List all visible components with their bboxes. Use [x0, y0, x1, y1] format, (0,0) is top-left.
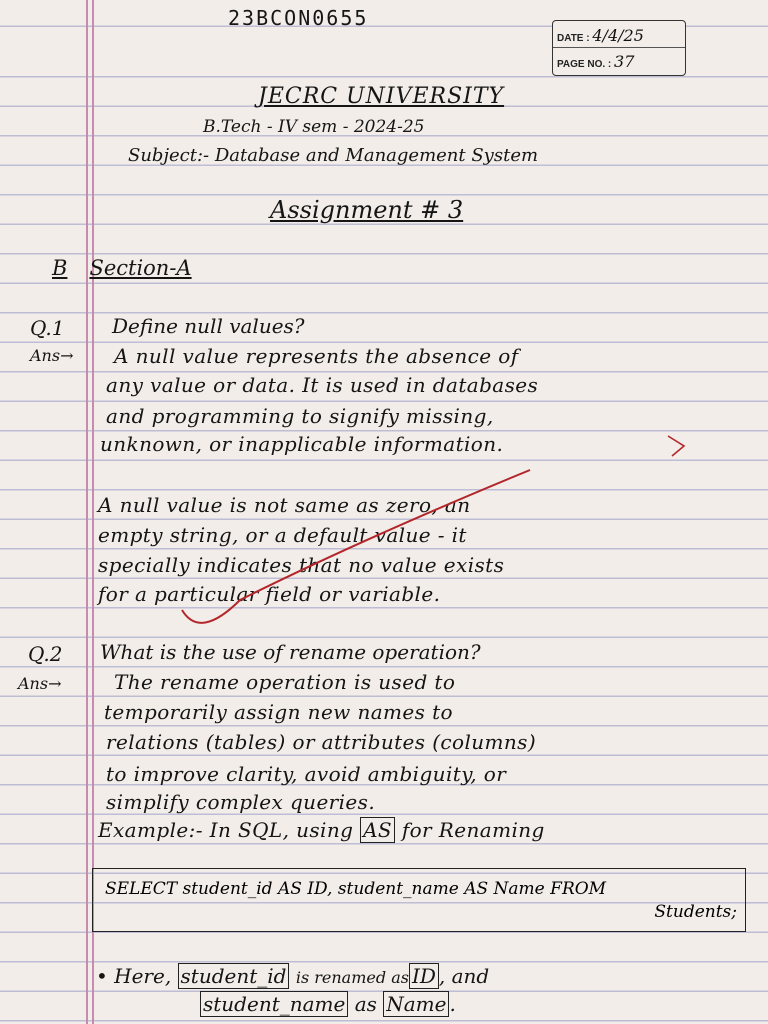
q2-answer-line: to improve clarity, avoid ambiguity, or — [106, 762, 507, 786]
note-as: as — [354, 992, 377, 1016]
q1-answer-marker: Ans→ — [30, 346, 74, 365]
q1-number: Q.1 — [30, 316, 65, 340]
q2-answer-line: relations (tables) or attributes (columns) — [106, 730, 537, 754]
field-box: student_id — [178, 963, 290, 989]
page-value: 37 — [614, 52, 635, 71]
q2-answer-marker: Ans→ — [18, 674, 62, 693]
note-here: Here, — [114, 964, 172, 988]
example-suffix: for Renaming — [401, 818, 545, 842]
as-keyword-box: AS — [360, 817, 395, 843]
q2-question: What is the use of rename operation? — [100, 640, 481, 664]
q1-question: Define null values? — [112, 314, 305, 338]
university-title: JECRC UNIVERSITY — [258, 84, 505, 109]
rename-note-cont — [200, 992, 456, 1016]
q1-para2-line: A null value is not same as zero, an — [98, 493, 471, 517]
q2-number: Q.2 — [28, 642, 63, 666]
date-label: DATE : — [557, 33, 590, 44]
q1-para2-line: specially indicates that no value exists — [98, 553, 505, 577]
section-marker: B — [52, 256, 68, 280]
q1-para1-line: any value or data. It is used in databases — [106, 373, 539, 397]
alias-box: ID — [409, 963, 439, 989]
course-line: B.Tech - IV sem - 2024-25 — [203, 117, 425, 137]
q2-answer-line: temporarily assign new names to — [104, 700, 453, 724]
sql-line: Students; — [654, 902, 737, 922]
q1-para1-line: A null value represents the absence of — [114, 344, 519, 368]
sql-code-box — [92, 868, 746, 932]
q2-example-line — [98, 818, 545, 842]
section-label: Section-A — [89, 256, 192, 280]
roll-number: 23BCON0655 — [228, 6, 369, 30]
date-value: 4/4/25 — [592, 26, 644, 45]
q1-para2-line: for a particular field or variable. — [98, 582, 441, 606]
page-label: PAGE NO. : — [557, 59, 612, 70]
q2-answer-line: The rename operation is used to — [114, 670, 456, 694]
field-box: student_name — [200, 991, 348, 1017]
note-end: . — [449, 992, 456, 1016]
q1-para2-line: empty string, or a default value - it — [98, 523, 467, 547]
subject-line: Subject:- Database and Management System — [128, 145, 539, 166]
q1-para1-line: unknown, or inapplicable information. — [100, 432, 504, 456]
sql-line: SELECT student_id AS ID, student_name AS Name FROM — [105, 879, 607, 899]
note-renamed: is renamed as — [295, 968, 409, 987]
q1-para1-line: and programming to signify missing, — [106, 404, 494, 428]
note-and: , and — [438, 964, 490, 988]
q2-answer-line: simplify complex queries. — [106, 790, 376, 814]
rename-note — [96, 964, 489, 988]
bullet-icon: • — [96, 964, 108, 988]
example-prefix: Example:- In SQL, using — [98, 818, 354, 842]
alias-box: Name — [383, 991, 449, 1017]
assignment-heading: Assignment # 3 — [270, 196, 464, 224]
